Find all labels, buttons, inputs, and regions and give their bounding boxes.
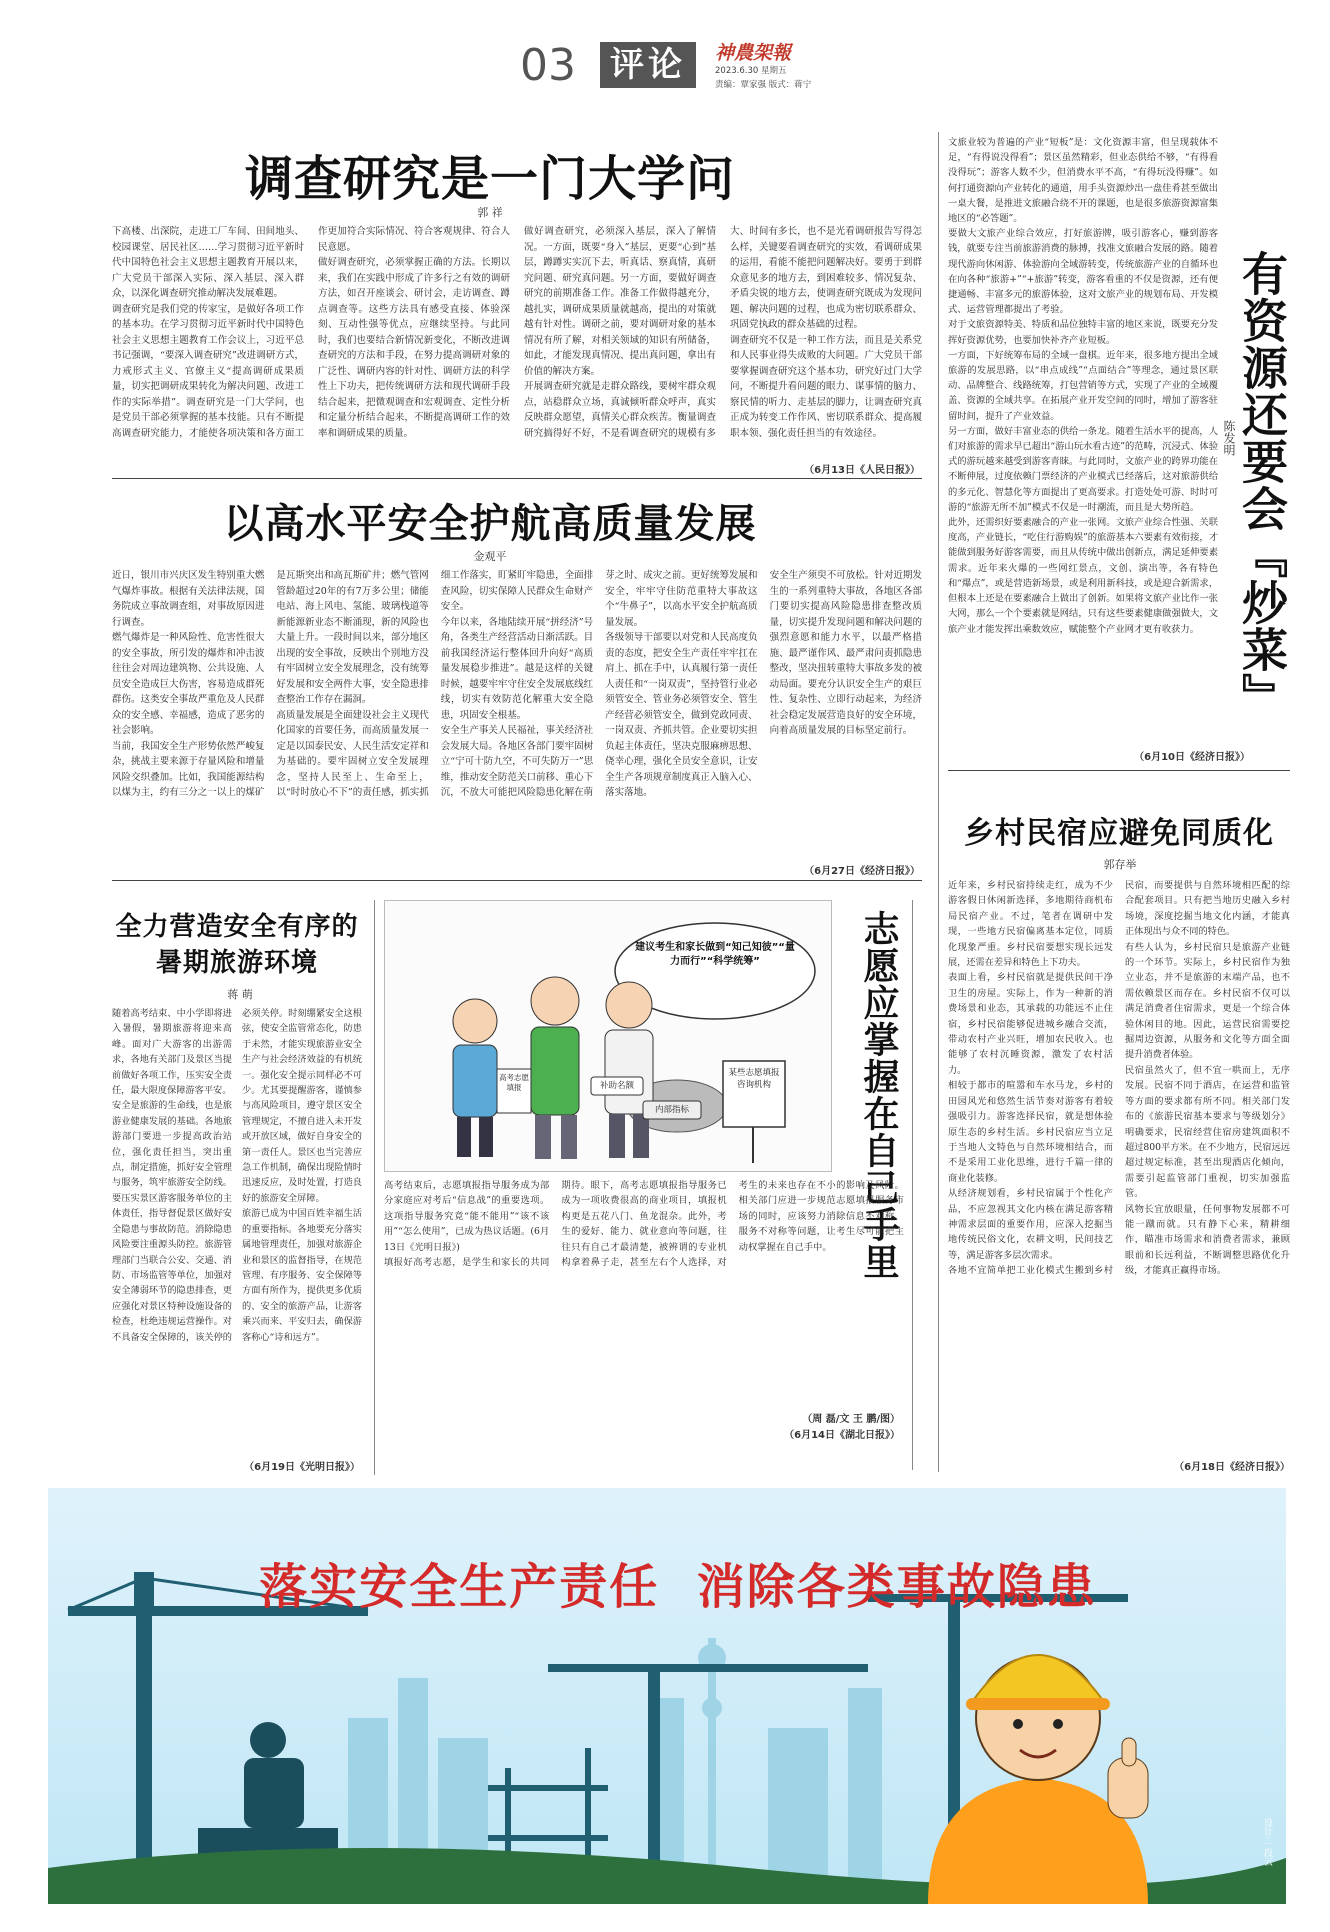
cartoon-frame — [384, 900, 832, 1172]
person-student-head — [453, 999, 497, 1043]
article-5-body: 高考结束后，志愿填报指导服务成为部分家庭应对考后“信息战”的重要选项。这项指导服务究竟“能不能用”“该不该用”“怎么使用”，已成为热议话题。(6月13日《光明日报》) 填报好高考志愿，是学生和家长的共同期待。眼下，高考志愿填报指导服务已成为一项收费很高的商业项目，填报机构更是五花八门、鱼龙混杂。此外，考生的爱好、能力、就业意向等问题，往往只有自己才最清楚，被辨谓的专业机构拿着鼻子走，甚至左右个人选择，对考生的未来也存在不小的影响及风险。相关部门应进一步规范志愿填报服务市场的同时，应该努力消除信息不对称、服务不对称等问题，让考生尽可能把主动权掌握在自己手中。 — [384, 1180, 904, 1269]
column-divider — [374, 900, 375, 1475]
article-5-title: 志愿应掌握在自己手里 — [858, 910, 899, 1280]
cartoon-sign-text: 某些志愿填报咨询机构 — [728, 1068, 780, 1090]
person-parent-head — [531, 977, 579, 1025]
article-3-body: 文旅业较为普遍的产业“短板”是：文化资源丰富，但呈现载体不足，“有得说没得看”；景区虽然精彩，但业态供给不够，“有得看没得玩”；游客人数不少，但消费水平不高，“有得玩没得赚”。如何打通资源向产业转化的通道，用手头资源炒出一盘佳肴甚至做出一桌大餐，是推进文旅融合绕不开的课题，也是很多旅游资源富集地区的“必答题”。 要做大文旅产业综合效应，打好旅游牌，吸引游客心，赚到游客钱，就要专注当前旅游消费的脉搏，找准文旅融合发展的路。随着现代游向休闲游、体验游向全域游转变，传统旅游产业的自循环也在向各种“旅游+”“+旅游”转变，游客看重的不仅是资源，还有便捷通畅、丰富多元的旅游体验，这对文旅产业的规划布局、开发模式、运营管理都提出了考验。 对于文旅资源特美、特质和品位独特丰富的地区来说，既要充分发挥好资源优势，也要加快补齐产业短板。 一方面，下好统筹布局的全域一盘棋。近年来，很多地方提出全域旅游的发展思路，以“串点成线”“点面结合”等理念，通过景区联动、品牌整合、线路统筹，打包营销等方式，实现了产业的全域覆盖、资源的全域共享。在拓展产业开发空间的同时，增加了游客驻留时间，提升了产业效益。 另一方面，做好丰富业态的供给一条龙。随着生活水平的提高，人们对旅游的需求早已超出“游山玩水看古迹”的范畴，沉浸式、体验式的游玩越来越受到游客青睐。与此同时，文旅产业的跨界功能在不断伸展，过度依赖门票经济的产业模式已经落后，这对旅游供给的多元化、智慧化等方面提出了更高要求。打造处处可游、时时可游的“旅游无所不加”模式不仅是一时潮流，而且是大势所趋。 此外，还需织好要素融合的产业一张网。文旅产业综合性强、关联度高，产业链长，“吃住行游购娱”的旅游基本六要素有效衔接，才能做到服务好游客需要，而且从传统中做出创新点，满足延伸要素需求。近年来火爆的一些网红景点，文创、演出等，各有特色和“爆点”，或是营造新场景，或是利用新科技，或是迎合新需求，但根本上还是在要素融合上做出了创新。如果将文旅产业比作一张大网，那么一个个要素就是网结，只有这些要素健康做强做大，文旅产业才能发挥出乘数效应，赋能整个产业网才更有收获力。 — [948, 137, 1218, 635]
article-6-body: 近年来，乡村民宿持续走红，成为不少游客假日休闲新选择，多地期待商机布局民宿产业。不过，笔者在调研中发现，一些地方民宿偏离基本定位，同质化现象严重。乡村民宿要想实现长远发展，还需在差异和特色上下功夫。 表面上看，乡村民宿就是提供民间干净卫生的房屋。实际上，作为一种新的消费场景和业态，其承载的功能远不止住宿，乡村民宿能够促进城乡融合交流，带动农村产业兴旺，增加农民收入。也能够了农村沉睡资源，激发了农村活力。 相较于都市的喧嚣和车水马龙，乡村的田园风光和悠然生活节奏对游客有着较强吸引力。游客选择民宿，就是想体验原生态的乡村生活。乡村民宿应当立足于当地人文特色与自然环境相结合，而不是采用工业化思维，进行千篇一律的商业化装修。 从经济规划看，乡村民宿属于个性化产品，不应忽视其文化内核在满足游客精神需求层面的重要作用，应深入挖掘当地传统民俗文化，农耕文明，民间技艺等，满足游客多层次需求。 各地不宜简单把工业化模式生搬到乡村民宿，而要提供与自然环境相匹配的综合配套项目。只有把当地历史融入乡村场境，深度挖掘当地文化内涵，才能真正体现出与众不同的特色。 有些人认为，乡村民宿只是旅游产业链的一个环节。实际上，乡村民宿作为独立业态，并不是旅游的末端产品，也不需依赖景区而存在。乡村民宿不仅可以满足消费者住宿需求，更是一个综合体验休闲目的地。因此，运营民宿需要挖掘周边资源，从服务和文化等方面全面提升消费者体验。 民宿虽然火了，但不宜一哄而上，无序发展。民宿不同于酒店，在运营和监管等方面的要求都有所不同。相关部门发布的《旅游民宿基本要求与等级划分》明确要求，民宿经营住宿房建筑面积不超过800平方米。在不少地方，民宿远远超过规定标准，甚至出现酒店化倾向，需要引起监管部门重视，切实加强监管。 风物长宜放眼量，任何事物发展都不可能一蹴而就。只有静下心来，精耕细作，瞄准市场需求和消费者需求，兼顾眼前和长远利益，不断调整思路优化升级，才能真正赢得市场。 — [948, 880, 1290, 1277]
article-4-title-line2: 暑期旅游环境 — [155, 948, 318, 978]
person-student-body — [453, 1045, 497, 1117]
article-4-source: （6月19日《光明日报》） — [244, 1462, 360, 1473]
paper-logo: 神農架報 — [715, 42, 792, 64]
editor-line: 责编：覃家强 版式：蒋宁 — [715, 80, 812, 90]
article-6-title: 乡村民宿应避免同质化 — [964, 816, 1274, 851]
article-3-author: 陈发明 — [1222, 420, 1236, 456]
section-badge: 评论 — [600, 42, 696, 88]
article-4-body: 随着高考结束、中小学即将进入暑假，暑期旅游将迎来高峰。面对广大游客的出游需求，各地有关部门及景区当提前做好各项工作，压实安全责任，最大限度保障游客平安。 安全是旅游的生命线，也是旅游业健康发展的基础。各地旅游部门要进一步提高政治站位，强化责任担当，突出重点，制定措施，抓好安全管理与服务，筑牢旅游安全防线。要压实景区游客服务单位的主体责任，指导督促景区做好安全隐患与事故防范。消除隐患风险要注重源头防控。旅游管理部门当联合公安、交通、消防、市场监管等单位，加强对安全薄弱环节的隐患排查，更应强化对景区特种设施设备的检查，杜绝违规运营操作。对不具备安全保障的，该关停的必须关停。时刻绷紧安全这根弦，使安全监管常态化，防患于未然，才能实现旅游业安全生产与社会经济效益的有机统一。强化安全提示同样必不可少。尤其要提醒游客，谨慎参与高风险项目，遵守景区安全管理规定，不擅自进入未开发或开放区域，做好自身安全的第一责任人。景区也当完善应急工作机制，确保出现险情时迅速反应，及时处置，打造良好的旅游安全屏障。 旅游已成为中国百姓幸福生活的重要指标。各地要充分落实属地管理责任，加强对旅游企业和景区的监督指导，在规范管理、有序服务、安全保障等方面有所作为，提供更多优质的、安全的旅游产品，让游客乘兴而来、平安归去，确保游客称心“诗和远方”。 — [112, 1008, 362, 1343]
cartoon-tag-index: 内部指标 — [654, 1105, 689, 1115]
date-line: 2023.6.30 星期五 — [715, 66, 787, 76]
cartoon-tag-quota: 补助名额 — [599, 1081, 634, 1091]
article-2-author: 金观平 — [473, 550, 507, 563]
article-1-body: 下高楼、出深院，走进工厂车间、田间地头、校园课堂、居民社区……学习贯彻习近平新时代中国特色社会主义思想主题教育开展以来，广大党员干部深入实际、深入基层、深入群众，以深化调查研究推动解决发展难题。 调查研究是我们党的传家宝，是做好各项工作的基本功。在学习贯彻习近平新时代中国特色社会主义思想主题教育工作会议上，习近平总书记强调，“要深入调查研究”改进调研方式，力戒形式主义、官僚主义“提高调研成果质量，切实把调研成果转化为解决问题、改进工作的实际举措”。调查研究是一门大学问，也是党员干部必须掌握的基本技能。只有不断提高调查研究能力，才能使各项决策和各方面工作更加符合实际情况、符合客观规律、符合人民意愿。 做好调查研究，必须掌握正确的方法。长期以来，我们在实践中形成了许多行之有效的调研方法，如召开座谈会、研讨会，走访调查、蹲点调查等。这些方法具有感受直接、体验深刻、互动性强等优点，应继续坚持。与此同时，我们也要结合新情况新变化，不断改进调查研究的方法和手段，在努力提高调研对象的广泛性、调研内容的针对性、调研方法的科学性上下功夫，把传统调研方法和现代调研手段结合起来，把微观调查和宏观调查、定性分析和定量分析结合起来，不断提高调研工作的效率和调研成果的质量。 做好调查研究，必须深入基层，深入了解情况。一方面，既要“身入”基层，更要“心到”基层，蹲蹲实实沉下去，听真话、察真情，真研究问题、研究真问题。另一方面，要做好调查研究的前期准备工作。准备工作做得越充分，越扎实，调研成果质量就越高，提出的对策就越有针对性。调研之前，要对调研对象的基本情况有所了解，对相关领域的知识有所储备，如此，才能发现真情况、提出真问题，拿出有价值的解决方案。 开展调查研究就是走群众路线，要树牢群众观点，站稳群众立场，真诚倾听群众呼声，真实反映群众愿望，真情关心群众疾苦。衡量调查研究搞得好不好，不是看调查研究的规模有多大、时间有多长，也不是光看调研报告写得怎么样，关键要看调查研究的实效，看调研成果的运用，看能不能把问题解决好。要勇于到群众意见多的地方去，到困难较多、情况复杂、矛盾尖锐的地方去，使调查研究既成为发现问题、解决问题的过程，也成为密切联系群众、巩固党执政的群众基础的过程。 调查研究不仅是一种工作方法，而且是关系党和人民事业得失成败的大问题。广大党员干部要掌握调查研究这个基本功，研究好过门大学问，不断提升看问题的眼力、谋事情的脑力、察民情的听力、走基层的脚力，让调查研究真正成为转变工作作风、密切联系群众、提高履职本领、强化责任担当的有效途径。 — [112, 226, 922, 439]
article-1-author: 郭 祥 — [477, 206, 503, 219]
cartoon-book-text: 高考志愿填报 — [499, 1073, 529, 1092]
divider — [948, 770, 1290, 771]
divider — [112, 880, 922, 881]
banner-designer: 设计·一段云 — [1262, 1818, 1272, 1866]
article-2-source: （6月27日《经济日报》） — [804, 866, 920, 877]
person-parent-body — [531, 1027, 579, 1115]
safety-banner — [48, 1488, 1286, 1904]
banner-slogan: 落实安全生产责任 消除各类事故隐患 — [259, 1559, 1097, 1615]
cartoon-speech-text: 建议考生和家长做到“知己知彼”“量力而行”“科学统筹” — [635, 942, 795, 967]
article-6-source: （6月18日《经济日报》） — [1174, 1462, 1290, 1473]
column-divider — [938, 132, 939, 1472]
article-4-title-line1: 全力营造安全有序的 — [115, 912, 359, 942]
article-3-title: 有资源还要会『炒菜』 — [1235, 250, 1289, 720]
article-1-source: （6月13日《人民日报》） — [804, 465, 920, 476]
article-6-author: 郭存举 — [1103, 858, 1137, 871]
article-4-author: 蒋 萌 — [227, 988, 253, 1001]
article-3-source: （6月10日《经济日报》） — [1134, 752, 1250, 763]
person-advisor-head — [606, 982, 652, 1028]
article-5-source: （6月14日《湖北日报》） — [784, 1430, 900, 1441]
article-1-title: 调查研究是一门大学问 — [244, 151, 735, 207]
page-number: 03 — [520, 40, 576, 91]
masthead — [500, 38, 860, 94]
cartoon-worker — [928, 1655, 1148, 1904]
article-5-credit: （周 磊/文 王 鹏/图） — [802, 1414, 900, 1425]
column-divider — [912, 900, 913, 1470]
article-2-title: 以高水平安全护航高质量发展 — [223, 501, 757, 547]
article-2-body: 近日，银川市兴庆区发生特别重大燃气爆炸事故。根据有关法律法规，国务院成立事故调查组，对事故原因进行调查。 燃气爆炸是一种风险性、危害性很大的安全事故，所引发的爆炸和冲击波往往会对周边建筑物、公共设施、人员安全造成巨大伤害，容易造成群死群伤。这类安全事故严重危及人民群众的安全感、幸福感，造成了恶劣的社会影响。 当前，我国安全生产形势依然严峻复杂，挑战主要来源于存量风险和增量风险交织叠加。比如，我国能源结构以煤为主，约有三分之一以上的煤矿是瓦斯突出和高瓦斯矿井；燃气管网管龄超过20年的有7万多公里；储能电站、海上风电、氢能、玻璃栈道等新能源新业态不断涌现，新的风险也大量上升。一段时间以来，部分地区出现的安全事故，反映出个别地方没有牢固树立安全发展理念，没有统筹好发展和安全两件大事，安全隐患排查整治工作存在漏洞。 高质量发展是全面建设社会主义现代化国家的首要任务，而高质量发展一定是以国泰民安、人民生活安定祥和为基础的。要牢固树立安全发展理念，坚持人民至上、生命至上，以“时时放心不下”的责任感，抓实抓细工作落实，盯紧盯牢隐患，全面排查风险，切实保障人民群众生命财产安全。 今年以来，各地陆续开展“拼经济”号角，各类生产经营活动日渐活跃。目前我国经济运行整体回升向好“高质量发展稳步推进”。越是这样的关键时候，越要牢牢守住安全发展底线红线，切实有效防范化解重大安全隐患，巩固安全根基。 安全生产事关人民福祉，事关经济社会发展大局。各地区各部门要牢固树立“宁可十防九空，不可失防万一”思维，推动安全防范关口前移、重心下沉，不放大可能把风险隐患化解在萌芽之时、成灾之前。更好统筹发展和安全，牢牢守住防范重特大事故这个“牛鼻子”，以高水平安全护航高质量发展。 各级领导干部要以对党和人民高度负责的态度，把安全生产责任牢牢扛在肩上、抓在手中，认真履行第一责任人责任和“一岗双责”，坚持管行业必须管安全、管业务必须管安全、管生产经营必须管安全，做到党政同责、一岗双责、齐抓共管。企业要切实担负起主体责任，坚决克服麻痹思想、侥幸心理，强化全员安全意识，让安全生产各项规章制度真正入脑入心、落实落地。 安全生产须臾不可放松。针对近期发生的一系列重特大事故，各地区各部门要切实提高风险隐患排查整改质量，切实提升发现问题和解决问题的强烈意愿和能力水平，以最严格措施、最严谨作风、最严肃问责抓隐患整改，坚决扭转重特大事故多发的被动局面。要充分认识安全生产的艰巨性、复杂性、立即行动起来，为经济社会稳定发展营造良好的安全环境，向着高质量发展的目标坚定前行。 — [112, 570, 922, 798]
divider — [112, 478, 922, 479]
